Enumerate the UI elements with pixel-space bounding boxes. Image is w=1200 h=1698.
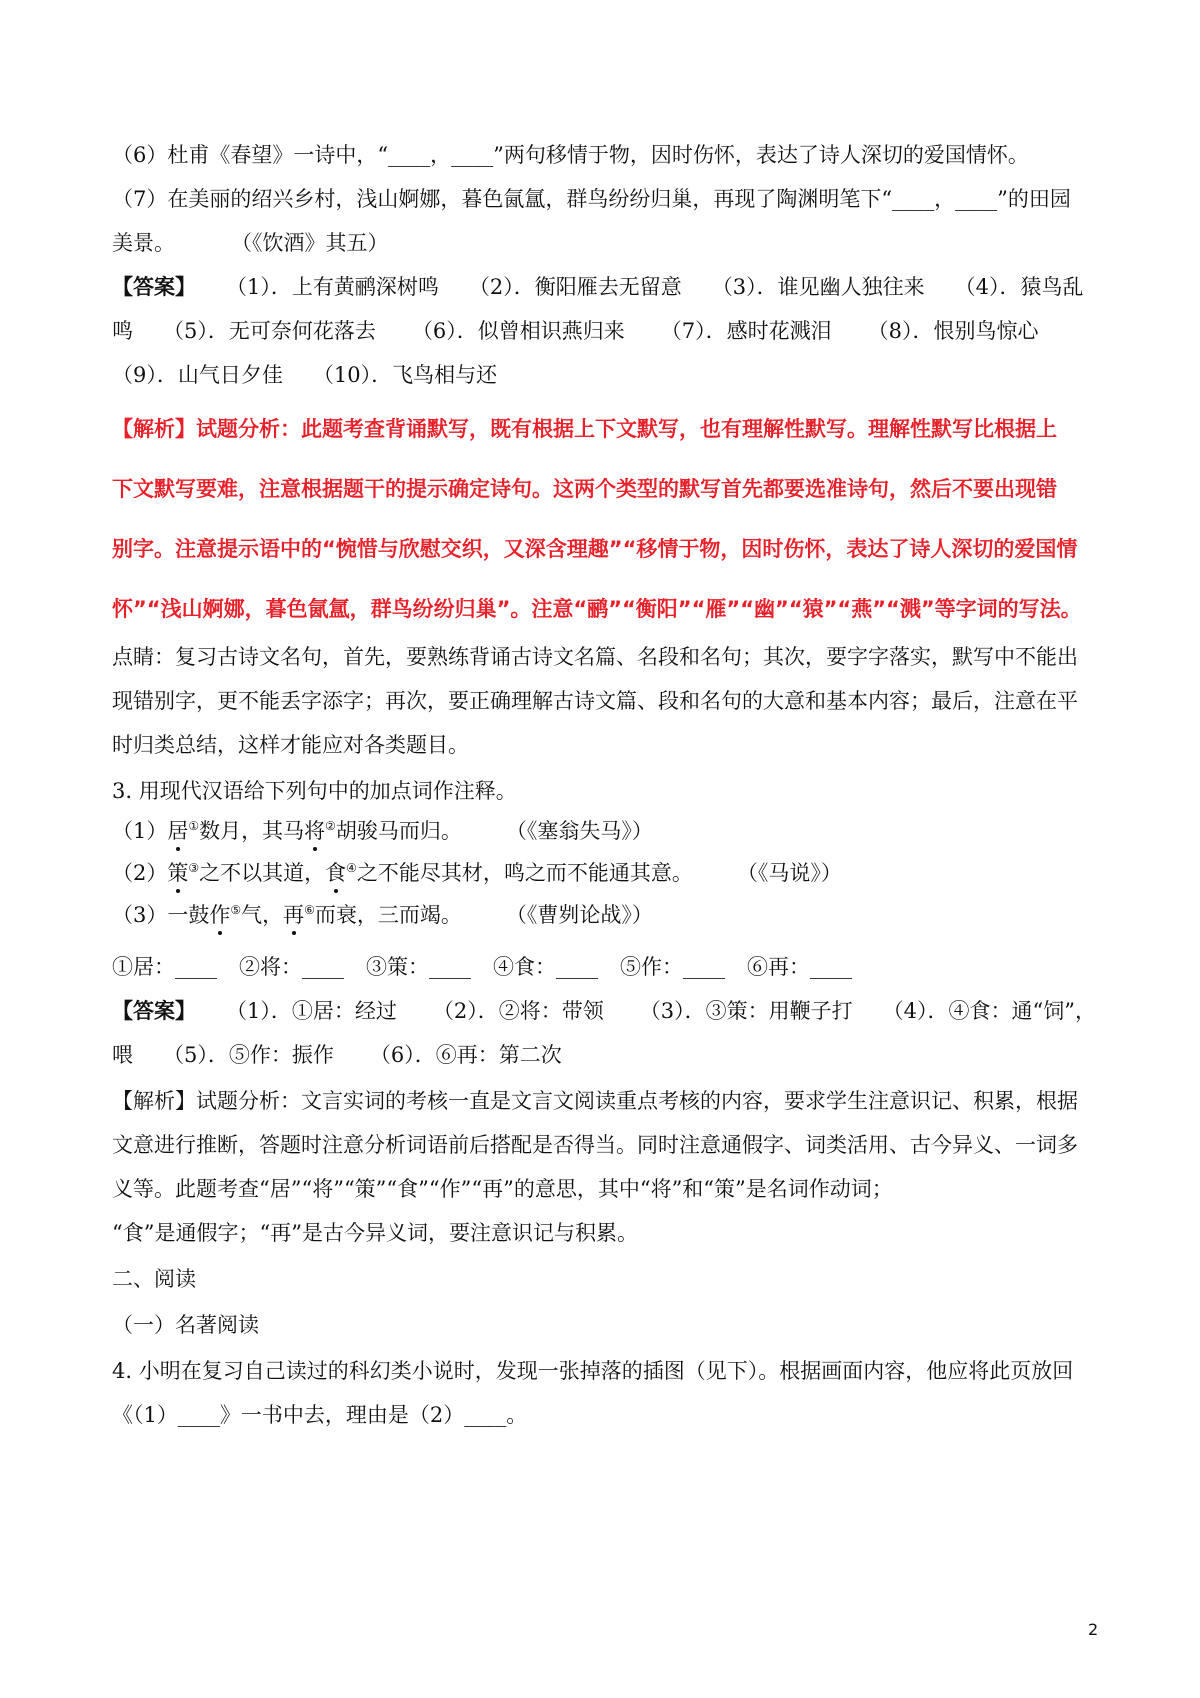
circled-marker: ②	[325, 819, 336, 833]
answer-item: （1）．上有黄鹂深树鸣	[226, 275, 439, 299]
subsection-heading: （一）名著阅读	[112, 1313, 259, 1337]
circled-marker: ④	[346, 861, 357, 875]
dotted-word: 作	[209, 900, 230, 930]
answer-item: （3）．谁见幽人独往来	[711, 275, 925, 299]
q3-title: 3. 用现代汉语给下列句中的加点词作注释。	[112, 779, 517, 803]
dotted-word: 将	[304, 816, 325, 846]
q3-answer-line1	[112, 996, 1097, 1026]
q2-item-7-text: 美景。	[112, 231, 175, 255]
blank-item: ⑥再：____	[747, 955, 852, 979]
blank-item: ④食：____	[493, 955, 598, 979]
q2-analysis-line2: 下文默写要难，注意根据题干的提示确定诗句。这两个类型的默写首先都要选准诗句，然后不要出现错	[112, 477, 1057, 501]
answer-item: （1）．①居：经过	[226, 999, 397, 1023]
dianjing-line3: 时归类总结，这样才能应对各类题目。	[112, 733, 469, 757]
answer-item: （9）．山气日夕佳	[112, 363, 283, 387]
dotted-word: 食	[325, 858, 346, 888]
q2-answer-line3	[112, 360, 1097, 390]
blank-item: ⑤作：____	[620, 955, 725, 979]
circled-marker: ⑤	[230, 903, 242, 917]
q3-analysis-line3: 义等。此题考查“居”“将”“策”“食”“作”“再”的意思，其中“将”和“策”是名词作动词；	[112, 1177, 893, 1201]
answer-item: 喂	[112, 1043, 133, 1067]
source-title: （《马说》）	[736, 861, 842, 885]
answer-item: （4）．猿鸟乱	[954, 275, 1084, 299]
answer-item: （5）．无可奈何花落去	[163, 319, 376, 343]
blank-item: ②将：____	[239, 955, 344, 979]
q2-item-7-line1: （7）在美丽的绍兴乡村，浅山婀娜，暮色氤氲，群鸟纷纷归巢，再现了陶渊明笔下“____，____”的田园	[112, 187, 1071, 211]
sentence-text: 之不能尽其材，鸣之而不能通其意。	[356, 861, 693, 885]
sentence-text: 之不以其道，	[199, 861, 326, 885]
dotted-word: 策	[167, 858, 188, 888]
q3-analysis-line1: 【解析】试题分析：文言实词的考核一直是文言文阅读重点考核的内容，要求学生注意识记、积累，根据	[112, 1089, 1078, 1113]
q2-answer-line2	[112, 316, 1097, 346]
circled-marker: ③	[188, 861, 200, 875]
sentence-text: （3）一鼓	[112, 903, 210, 927]
q3-blanks	[112, 952, 1097, 982]
q3-answer-line2	[112, 1040, 1097, 1070]
source-title: （《曹刿论战》）	[505, 903, 653, 927]
q3-sentence-2	[112, 858, 1097, 888]
answer-label: 【答案】	[112, 998, 196, 1023]
q2-analysis-line3: 别字。注意提示语中的“惋惜与欣慰交织，又深含理趣”“移情于物，因时伤怀，表达了诗人深切的爱国情	[112, 537, 1078, 561]
q4-line1: 4. 小明在复习自己读过的科幻类小说时，发现一张掉落的插图（见下）。根据画面内容，他应将此页放回	[112, 1359, 1074, 1383]
q3-sentence-1	[112, 816, 1097, 846]
sentence-text: 气，	[241, 903, 284, 927]
q2-item-7-source: （《饮酒》其五）	[231, 231, 389, 255]
circled-marker: ⑥	[304, 903, 315, 917]
answer-label: 【答案】	[112, 274, 196, 299]
sentence-text: （2）	[112, 861, 168, 885]
blank-item: ③策：____	[366, 955, 471, 979]
answer-item: （2）．衡阳雁去无留意	[468, 275, 682, 299]
dotted-word: 再	[283, 900, 304, 930]
sentence-text: 数月，其马	[199, 819, 305, 843]
answer-item: （6）．⑥再：第二次	[369, 1043, 562, 1067]
answer-item: （7）．感时花溅泪	[660, 319, 832, 343]
dianjing-line1: 点睛：复习古诗文名句，首先，要熟练背诵古诗文名篇、名段和名句；其次，要字字落实，默写中不能出	[112, 645, 1078, 669]
q2-analysis-line4: 怀”“浅山婀娜，暮色氤氲，群鸟纷纷归巢”。注意“鹂”“衡阳”“雁”“幽”“猿”“燕”“溅”等字词的写法。	[112, 597, 1082, 621]
page-number: 2	[1088, 1620, 1099, 1639]
q2-item-6: （6）杜甫《春望》一诗中，“____，____”两句移情于物，因时伤怀，表达了诗人深切的爱国情怀。	[112, 143, 1029, 167]
answer-item: （8）．恨别鸟惊心	[867, 319, 1039, 343]
sentence-text: 胡骏马而归。	[335, 819, 462, 843]
q4-line2: 《（1）____》一书中去，理由是（2）____。	[112, 1403, 528, 1427]
q3-sentence-3	[112, 900, 1097, 930]
answer-item: （2）．②将：带领	[432, 999, 604, 1023]
answer-item: （4）．④食：通“饲”，	[882, 999, 1096, 1023]
answer-item: （5）．⑤作：振作	[163, 1043, 334, 1067]
blank-item: ①居：____	[112, 955, 217, 979]
q2-answer-line1	[112, 272, 1097, 302]
answer-item: （6）．似曾相识燕归来	[411, 319, 625, 343]
dotted-word: 居	[167, 816, 188, 846]
answer-item: （10）．飞鸟相与还	[312, 363, 498, 387]
q3-analysis-line4: “食”是通假字；“再”是古今异义词，要注意识记与积累。	[112, 1221, 638, 1245]
sentence-text: 而衰，三而竭。	[314, 903, 462, 927]
source-title: （《塞翁失马》）	[505, 819, 653, 843]
q2-item-7-line2	[112, 228, 1097, 258]
q3-analysis-line2: 文意进行推断，答题时注意分析词语前后搭配是否得当。同时注意通假字、词类活用、古今异义、一词多	[112, 1133, 1078, 1157]
section-heading: 二、阅读	[112, 1267, 196, 1291]
sentence-text: （1）	[112, 819, 168, 843]
circled-marker: ①	[188, 819, 200, 833]
q2-analysis-line1: 【解析】试题分析：此题考查背诵默写，既有根据上下文默写，也有理解性默写。理解性默写比根据上	[112, 417, 1057, 441]
dianjing-line2: 现错别字，更不能丢字添字；再次，要正确理解古诗文篇、段和名句的大意和基本内容；最后，注意在平	[112, 689, 1078, 713]
answer-item: 鸣	[112, 319, 133, 343]
answer-item: （3）．③策：用鞭子打	[639, 999, 853, 1023]
